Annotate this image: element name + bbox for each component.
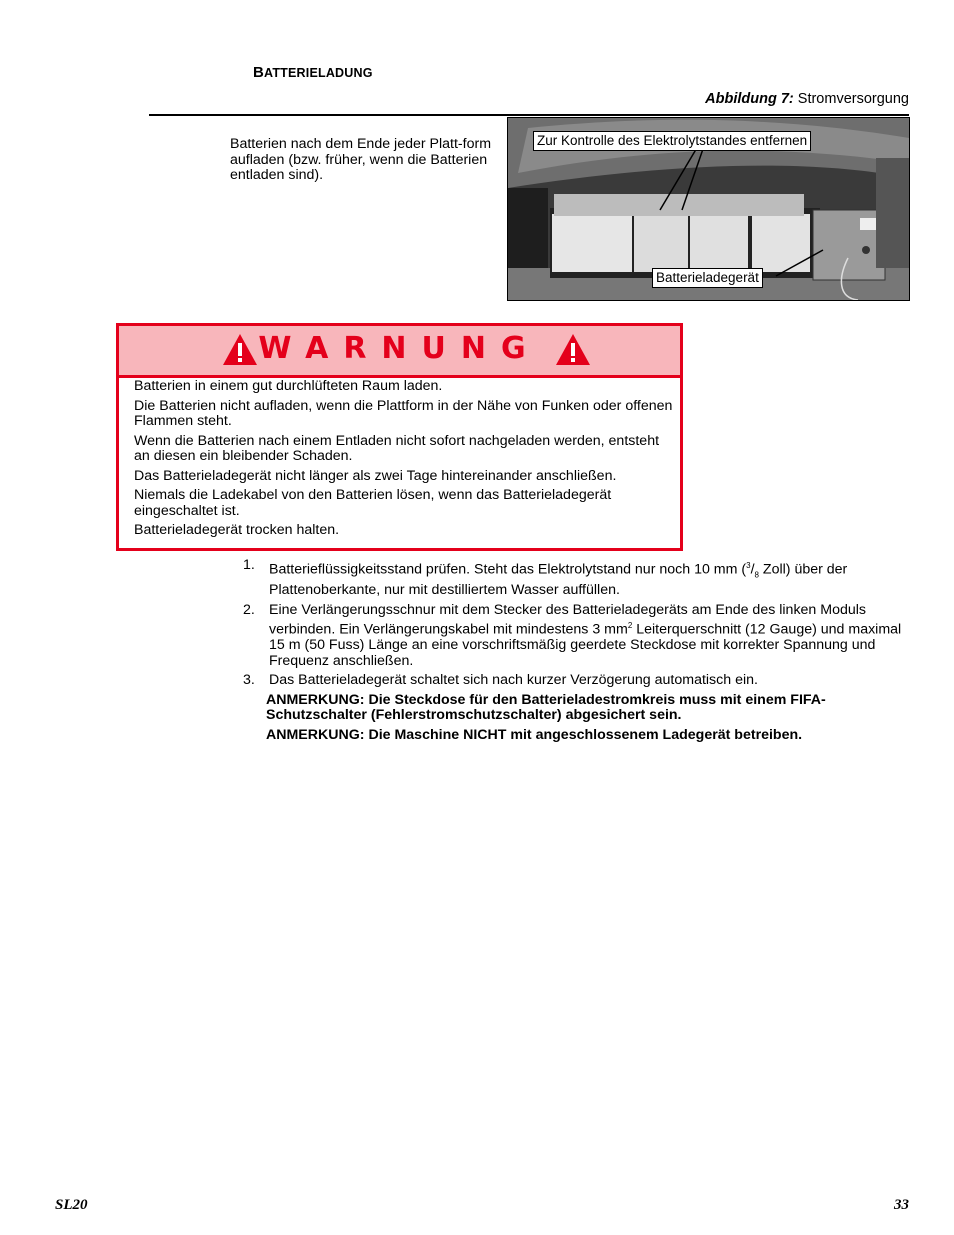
step-1: 1. Batterieflüssigkeitsstand prüfen. Steht das Elektrolytstand nur noch 10 mm ($^3/_8$ Zoll) über der Plattenoberkante, nur mit destilliertem Wasser auffüllen. <box>243 557 848 599</box>
header-rule <box>149 114 909 116</box>
warning-item: Die Batterien nicht aufladen, wenn die Plattform in der Nähe von Funken oder offenen Flammen steht. <box>134 397 673 429</box>
warning-item: Batterieladegerät trocken halten. <box>134 522 340 538</box>
warning-icon-right <box>555 333 591 366</box>
charger-callout: Batterieladegerät <box>652 268 763 288</box>
figure-label: Abbildung 7: <box>705 91 794 107</box>
footer-model: SL20 <box>55 1197 88 1213</box>
warning-item: Batterien in einem gut durchlüfteten Raum laden. <box>134 378 443 394</box>
step-number: 2. <box>243 601 255 618</box>
page-number: 33 <box>894 1197 909 1213</box>
electrolyte-callout: Zur Kontrolle des Elektrolytstandes entfernen <box>533 131 811 151</box>
battery-photo <box>507 117 910 301</box>
warning-item: Niemals die Ladekabel von den Batterien lösen, wenn das Batterieladegerät eingeschaltet ist. <box>134 487 612 519</box>
warning-list <box>134 379 674 543</box>
step-number: 3. <box>243 672 255 689</box>
step-2: 2. Eine Verlängerungsschnur mit dem Stecker des Batterieladegeräts am Ende des linken Moduls verbinden. Ein Verlängerungskabel mit mindestens 3 $mm^2$ Leiterquerschnitt (12 Gauge) und maximal 15 m (50 Fuss) Länge an eine vorschriftsmäßig geerdete Steckdose mit korrekter Spannung und Frequenz anschließen. <box>243 601 902 669</box>
warning-header <box>119 326 680 378</box>
figure-title: Stromversorgung <box>793 91 909 107</box>
warning-item: Das Batterieladegerät nicht länger als zwei Tage hintereinander anschließen. <box>134 467 617 484</box>
warning-title: WARNUNG <box>258 331 541 366</box>
warning-item: Wenn die Batterien nach einem Entladen nicht sofort nachgeladen werden, entsteht an diesen ein bleibender Schaden. <box>134 432 660 464</box>
warning-box <box>116 323 683 551</box>
step-number: 1. <box>243 557 255 573</box>
section-title: BATTERIELADUNG <box>253 64 373 81</box>
note-fi-switch: ANMERKUNG: Die Steckdose für den Batterieladestromkreis muss mit einem FIFA-Schutzschalter (Fehlerstromschutzschalter) abgesichert sein. <box>266 691 826 724</box>
procedure-steps <box>243 558 913 747</box>
intro-text: Batterien nach dem Ende jeder Platt-form aufladen (bzw. früher, wenn die Batterien entladen sind). <box>230 136 492 183</box>
step-3: 3. Das Batterieladegerät schaltet sich nach kurzer Verzögerung automatisch ein. <box>243 672 758 689</box>
note-no-operation: ANMERKUNG: Die Maschine NICHT mit angeschlossenem Ladegerät betreiben. <box>266 726 803 743</box>
figure-caption <box>705 91 909 107</box>
